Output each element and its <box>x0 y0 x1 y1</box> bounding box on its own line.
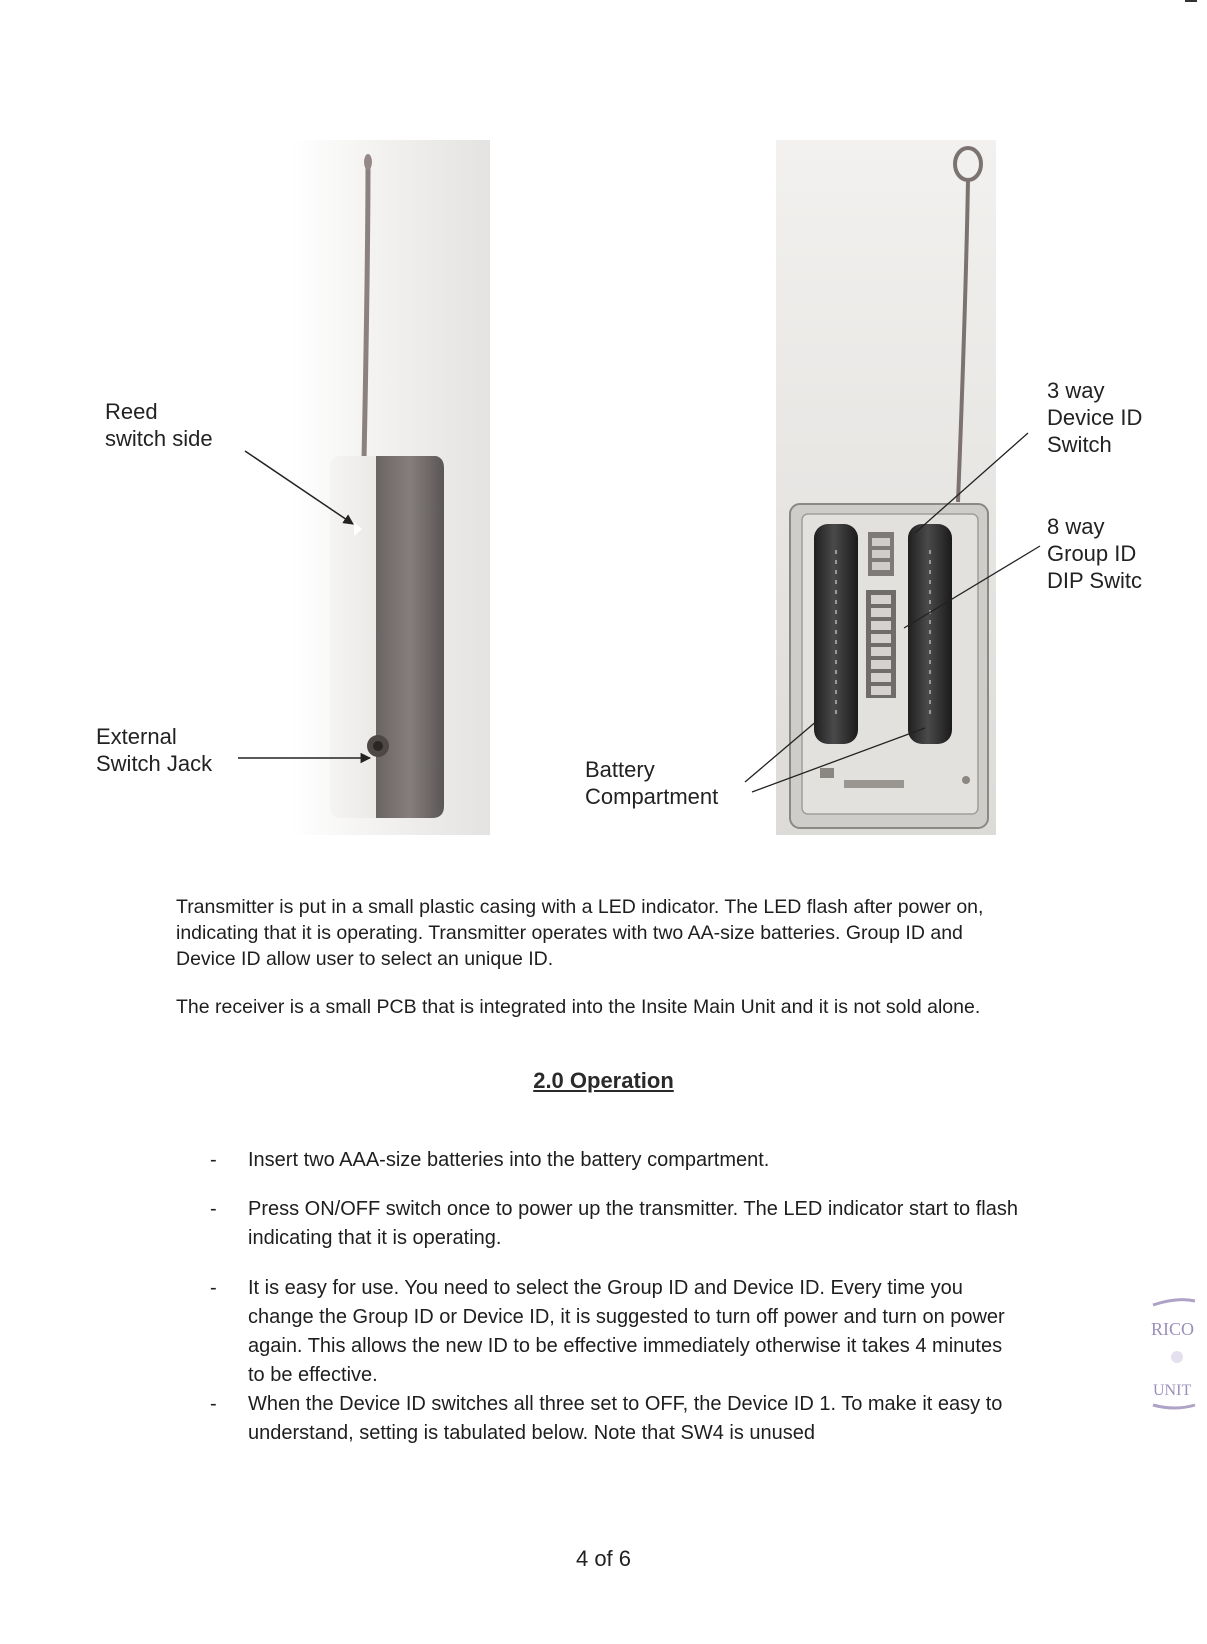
group-id-dip-label: 8 way Group ID DIP Switc <box>1047 514 1142 593</box>
transmitter-side-drawing <box>290 140 490 835</box>
reed-switch-label: Reed switch side <box>105 399 213 451</box>
bullet-text: When the Device ID switches all three set to OFF, the Device ID 1. To make it easy to understand, setting is tabulated below. Note that SW4 is unused <box>248 1393 1003 1444</box>
device-id-switch-label: 3 way Device ID Switch <box>1047 378 1143 457</box>
external-jack-label: External Switch Jack <box>96 724 213 776</box>
bullet-text: It is easy for use. You need to select the Group ID and Device ID. Every time you change the Group ID or Device ID, it is suggested to turn off power and turn on power again. This allows the new ID to be effective immediately otherwise it takes 4 minutes to be effective. <box>248 1277 1005 1386</box>
receiver-paragraph: The receiver is a small PCB that is integrated into the Insite Main Unit and it is not sold alone. <box>176 996 981 1018</box>
corner-mark <box>1185 0 1197 2</box>
battery-compartment-drawing <box>776 140 996 835</box>
stamp-text-top: RICO <box>1151 1319 1195 1339</box>
bullet-marker: - <box>210 1149 217 1171</box>
transmitter-side-photo <box>290 140 490 835</box>
bullet-marker: - <box>210 1393 217 1415</box>
case-side-panel <box>376 456 444 818</box>
bullet-marker: - <box>210 1277 217 1299</box>
section-heading: 2.0 Operation <box>533 1068 674 1093</box>
battery-compartment-label: Battery Compartment <box>585 757 719 809</box>
bullet-text: Insert two AAA-size batteries into the battery compartment. <box>248 1149 770 1171</box>
stamp-drawing <box>1147 1295 1197 1415</box>
stamp-text-bottom: UNIT <box>1153 1382 1192 1399</box>
bullet-marker: - <box>210 1198 217 1220</box>
bullet-text: Press ON/OFF switch once to power up the transmitter. The LED indicator start to flash indicating that it is operating. <box>248 1198 1018 1249</box>
intro-paragraph: Transmitter is put in a small plastic casing with a LED indicator. The LED flash after power on, indicating that it is operating. Transmitter operates with two AA-size batteries. Group ID and Device ID allow user to select an unique ID. <box>176 896 984 970</box>
page-number: 4 of 6 <box>575 1546 632 1571</box>
battery-compartment-photo <box>776 140 996 835</box>
stamp-fragment <box>1147 1295 1197 1415</box>
